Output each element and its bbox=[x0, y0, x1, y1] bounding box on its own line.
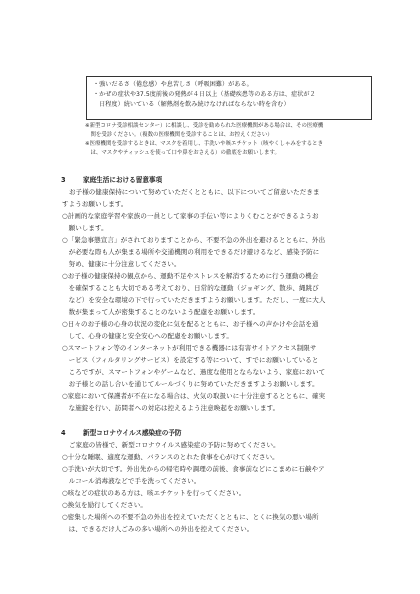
section-title: 家庭生活における留意事項 bbox=[83, 176, 163, 184]
note-line: 関を受診ください。（複数の医療機関を受診することは、お控えください） bbox=[85, 132, 273, 138]
section-3-line: すようお願いします。 bbox=[62, 200, 128, 208]
section-title: 新型コロナウイルス感染症の予防 bbox=[83, 429, 182, 437]
note-line: ※医療機関を受診するときは、マスクを着用し、手洗いや咳エチケット（咳やくしゃみをするとき bbox=[85, 141, 324, 147]
section-3-line: ○家庭において保護者が不在になる場合は、火気の取扱いに十分注意するとともに、確実 bbox=[62, 392, 326, 400]
section-3-line: ○計画的な家庭学習や家族の一員として家事の手伝い等によりくむことができるようお bbox=[62, 212, 319, 220]
section-3-line: 努め、健康に十分注意してください。 bbox=[62, 260, 181, 268]
section-3-line: ○スマートフォン等のインターネットが利用できる機器には有害サイトアクセス制限サ bbox=[62, 344, 317, 352]
section-3-heading bbox=[61, 176, 162, 185]
section-4-line: ○咳などの症状のある方は、咳エチケットを行ってください。 bbox=[62, 489, 246, 497]
box-line: ・かぜの症状や37.5度前後の発熱が４日以上（基礎疾患等のある方は、症状が２ bbox=[93, 91, 316, 99]
section-4-line: ○手洗いが大切です。外出先からの帰宅時や調理の前後、食事前などにこまめに石鹸やア bbox=[62, 465, 325, 473]
section-4-heading bbox=[61, 429, 182, 438]
section-3-line: お子様との話し合いを通じてルールづくりに努めていただきますようお願いします。 bbox=[62, 380, 319, 388]
section-4-line: ○換気を励行してください。 bbox=[62, 501, 147, 509]
section-3-line: 願いします。 bbox=[62, 224, 108, 232]
section-number: 3 bbox=[61, 176, 66, 184]
symptom-box bbox=[86, 76, 372, 120]
section-3-line: が必要な際も人が集まる場所や交通機関の利用をできるだけ避けるなど、感染予防に bbox=[62, 248, 320, 256]
section-3-line: など）を安全な環境の下で行っていただきますようお願いします。ただし、一度に大人 bbox=[62, 296, 326, 304]
note-line: ※新型コロナ受診相談センター）に相談し、受診を勧められた医療機関がある場合は、その医療機 bbox=[85, 123, 324, 129]
section-4-line: ご家庭の皆様で、新型コロナウイルス感染症の予防に努めてください。 bbox=[69, 441, 280, 449]
box-line: 日程度）続いている（解熱剤を飲み続けなければならない時を含む） bbox=[93, 101, 290, 109]
section-3-line: な施錠を行い、訪問者への対応は控えるよう注意喚起をお願いします。 bbox=[62, 404, 280, 412]
section-3-line: して、心身の健康と安全安心への配慮をお願いします。 bbox=[62, 332, 233, 340]
section-3-line: ○お子様の健康保持の観点から、運動不足やストレスを解消するために行う運動の機会 bbox=[62, 272, 319, 280]
section-3-line: ○「緊急事態宣言」がされておりますことから、不要不急の外出を避けるとともに、外出 bbox=[62, 236, 326, 244]
section-4-line: は、できるだけ人ごみの多い場所への外出を控えてください。 bbox=[62, 525, 254, 533]
section-number: 4 bbox=[61, 429, 66, 437]
box-line: ・強いだるさ（倦怠感）や息苦しさ（呼吸困難）がある。 bbox=[93, 81, 253, 88]
section-4-line: ○密集した場所への不要不急の外出を控えていただくとともに、とくに換気の悪い場所 bbox=[62, 513, 319, 521]
section-3-line: ービス（フィルタリングサービス）を設定する等について、すでにお願いしていると bbox=[62, 356, 319, 364]
note-line: は、マスクやティッシュを使って口や鼻をおさえる）の徹底をお願いします。 bbox=[85, 150, 280, 156]
section-3-line: 数が集まって人が密集することのないよう配慮をお願いします。 bbox=[62, 308, 260, 316]
section-3-line: ころですが、スマートフォンやゲームなど、過度な使用とならないよう、家庭において bbox=[62, 368, 326, 376]
section-3-line: ○日々のお子様の心身の状況の変化に気を配るとともに、お子様への声かけや会話を通 bbox=[62, 320, 319, 328]
section-3-line: を確保することも大切である考えており、日常的な運動（ジョギング、散歩、縄跳び bbox=[62, 284, 319, 292]
section-4-line: ○十分な睡眠、適度な運動、バランスのとれた食事を心がけてください。 bbox=[62, 453, 279, 461]
section-4-line: ルコール消毒液などで手を洗ってください。 bbox=[62, 477, 201, 485]
section-3-line: お子様の健康保持について努めていただくとともに、以下についてご留意いただきま bbox=[69, 188, 320, 196]
